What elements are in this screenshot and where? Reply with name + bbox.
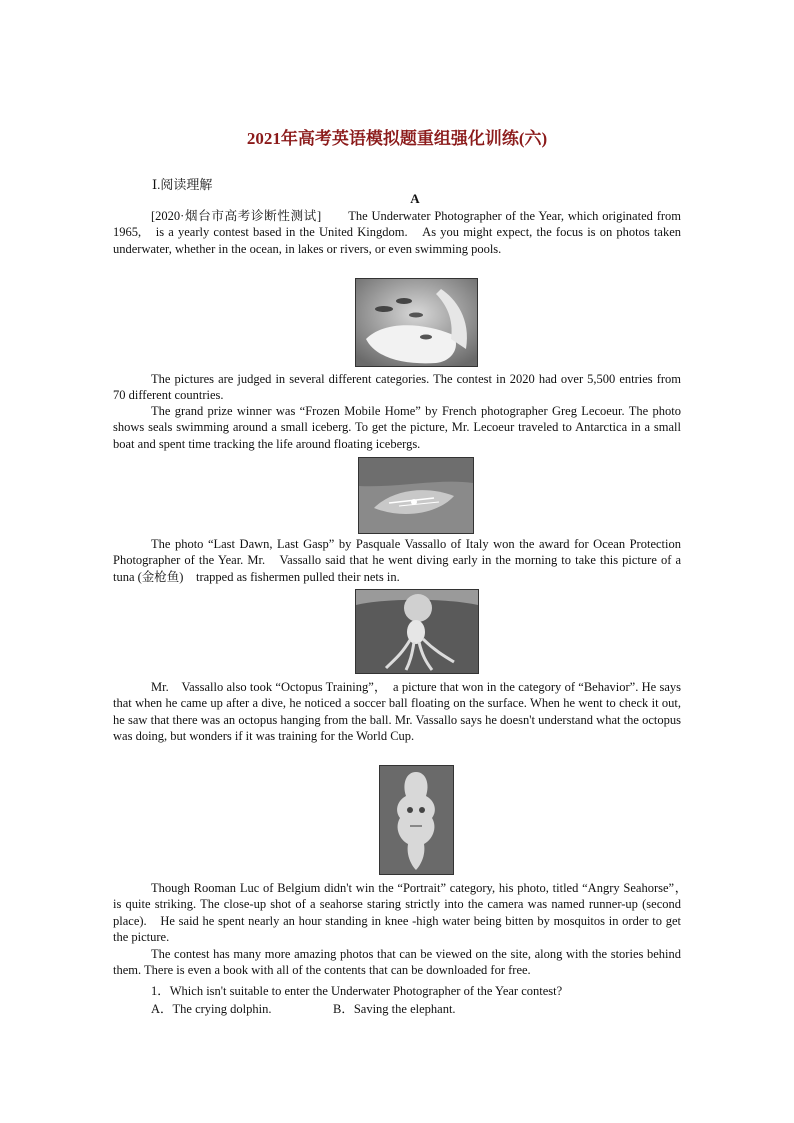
option-a: A．The crying dolphin. <box>151 1002 272 1016</box>
photo-seahorse <box>379 765 454 875</box>
paragraph-last-dawn: The photo “Last Dawn, Last Gasp” by Pasquale Vassallo of Italy won the award for Ocean Protection Photographer of the Year. Mr. Vassallo said that he went diving early in the morning to take this picture of a tuna (金枪鱼) trapped as fishermen pulled their nets in. <box>113 537 681 584</box>
question-1: 1．Which isn't suitable to enter the Underwater Photographer of the Year contest? <box>151 984 563 998</box>
paragraph-grand-prize: The grand prize winner was “Frozen Mobile Home” by French photographer Greg Lecoeur. The photo shows seals swimming around a small iceberg. To get the picture, Mr. Lecoeur traveled to Antarctica in a small boat and spent time tracking the life around floating icebergs. <box>113 404 681 451</box>
option-b: B．Saving the elephant. <box>333 1002 456 1016</box>
paragraph-categories: The pictures are judged in several different categories. The contest in 2020 had over 5,500 entries from 70 different countries. <box>113 372 681 403</box>
paragraph-seahorse: Though Rooman Luc of Belgium didn't win the “Portrait” category, his photo, titled “Angry Seahorse”， is quite striking. The close-up shot of a seahorse staring strictly into the camera was named runner-up (second place). He said he spent nearly an hour standing in knee -high water being bitten by mosquitos in order to get the picture. <box>113 881 694 944</box>
passage-letter: A <box>410 191 420 206</box>
paragraph-more-photos: The contest has many more amazing photos that can be viewed on the site, along with the stories behind them. There is even a book with all of the contents that can be downloaded for free. <box>113 947 681 978</box>
photo-octopus-ball <box>355 589 479 674</box>
section-heading: Ⅰ.阅读理解 <box>152 177 213 192</box>
paragraph-intro: [2020·烟台市高考诊断性测试] The Underwater Photographer of the Year, which originated from 1965, is a yearly contest based in the United Kingdom. As you might expect, the focus is on photos taken underwater, whether in the ocean, in lakes or rivers, or even swimming pools. <box>113 209 681 256</box>
page-title: 2021年高考英语模拟题重组强化训练(六) <box>246 129 548 148</box>
photo-tuna-net <box>358 457 474 534</box>
photo-seals-iceberg <box>355 278 478 367</box>
paragraph-octopus: Mr. Vassallo also took “Octopus Training”， a picture that won in the category of “Behavior”. He says that when he came up after a dive, he noticed a soccer ball floating on the surface. When he went to check it out, he saw that there was an octopus hanging from the ball. Mr. Vassallo says he doesn't understand what the octopus was doing, but wonders if it was training for the World Cup. <box>113 680 681 743</box>
